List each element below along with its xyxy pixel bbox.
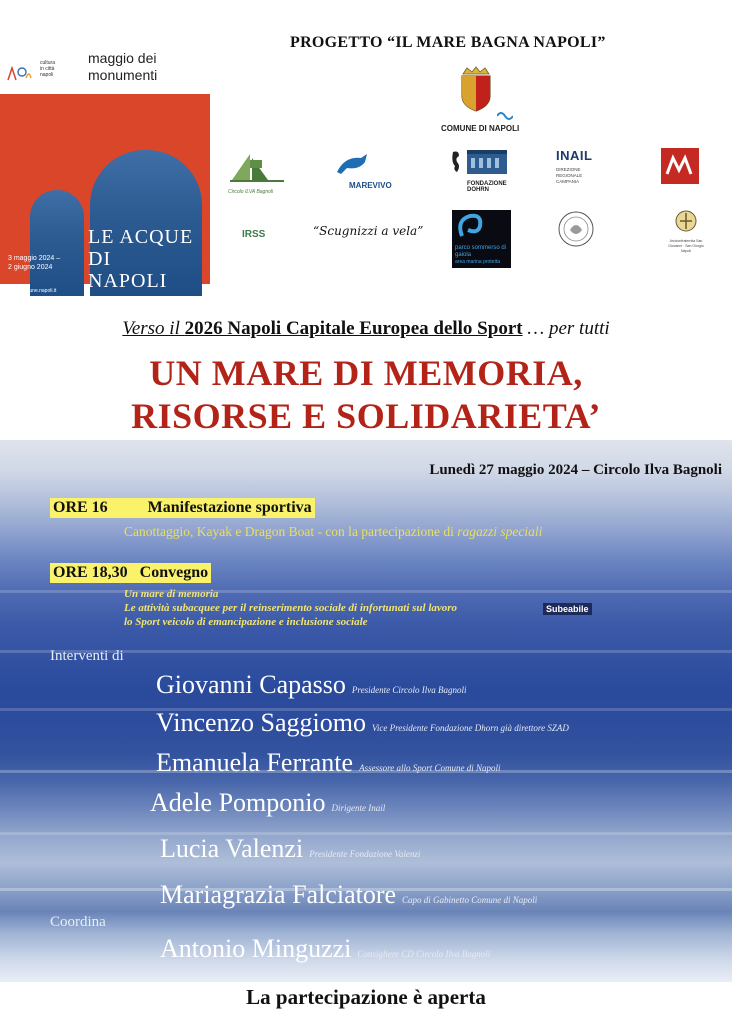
slot-16-time: ORE 16 bbox=[53, 499, 108, 516]
marevivo-logo bbox=[335, 152, 405, 190]
circolo-ilva-logo bbox=[228, 150, 288, 198]
dolphin-icon bbox=[335, 152, 369, 176]
inail-subtext: DIREZIONE REGIONALE CAMPANIA bbox=[556, 167, 583, 184]
irss-logo bbox=[242, 224, 265, 242]
slot-1830-heading bbox=[50, 563, 211, 583]
inail-logo bbox=[556, 148, 616, 198]
speaker-role: Dirigente Inail bbox=[331, 803, 386, 813]
parco-gaiola-subtext: area marina protetta bbox=[455, 259, 501, 265]
convegno-topic-3: lo Sport veicolo di emancipazione e inclusione sociale bbox=[124, 616, 368, 628]
speaker-role: Capo di Gabinetto Comune di Napoli bbox=[402, 895, 538, 905]
comune-di-napoli-label: COMUNE DI NAPOLI bbox=[441, 124, 520, 133]
arciconfraternita-text: Arciconfraternita San Giovanni · San Giorgio Napoli bbox=[668, 239, 704, 253]
convegno-topic-1: Un mare di memoria bbox=[124, 588, 219, 600]
convegno-topic-2: Le attività subacquee per il reinserimento sociale di infortunati sul lavoro bbox=[124, 602, 458, 614]
speaker-role: Assessore allo Sport Comune di Napoli bbox=[359, 763, 501, 773]
slot-16-description bbox=[124, 524, 542, 540]
speaker-row bbox=[160, 834, 420, 864]
speaker-role: Presidente Fondazione Valenzi bbox=[309, 849, 421, 859]
poster-url: www.comune.napoli.it bbox=[8, 288, 57, 294]
verso-post: … per tutti bbox=[522, 318, 610, 339]
coordinator-role: Consigliere CD Circolo Ilva Bagnoli bbox=[357, 949, 491, 959]
verso-pre: Verso il bbox=[122, 318, 185, 339]
slot-16-heading bbox=[50, 498, 315, 518]
slot-16-desc-text: Canottaggio, Kayak e Dragon Boat - con la partecipazione di bbox=[124, 524, 458, 539]
speaker-name: Lucia Valenzi bbox=[160, 834, 304, 863]
main-title-line-2: RISORSE E SOLIDARIETA’ bbox=[131, 396, 601, 436]
fondazione-dohrn-text: FONDAZIONE DOHRN bbox=[467, 181, 507, 193]
red-square-logo-icon bbox=[661, 148, 699, 184]
inail-text: INAIL bbox=[556, 148, 593, 163]
poster-mini-text: cultura in città napoli bbox=[40, 60, 56, 78]
coordinator-row bbox=[160, 934, 490, 964]
project-title: PROGETTO “IL MARE BAGNA NAPOLI” bbox=[290, 34, 606, 51]
speaker-row bbox=[150, 788, 385, 818]
coordinator-name: Antonio Minguzzi bbox=[160, 934, 352, 963]
irss-text: IRSS bbox=[242, 229, 266, 240]
marevivo-text: MAREVIVO bbox=[349, 181, 392, 190]
main-title bbox=[0, 352, 732, 438]
arciconfraternita-logo bbox=[666, 208, 706, 258]
speaker-name: Vincenzo Saggiomo bbox=[156, 708, 367, 737]
subeabile-badge: Subeabile bbox=[543, 603, 592, 615]
gaiola-wave-icon bbox=[452, 210, 511, 240]
speaker-role: Presidente Circolo Ilva Bagnoli bbox=[351, 685, 467, 695]
speaker-row bbox=[156, 708, 569, 738]
event-date-line: Lunedì 27 maggio 2024 – Circolo Ilva Bagnoli bbox=[429, 462, 722, 478]
slot-16-title: Manifestazione sportiva bbox=[147, 499, 312, 516]
speaker-row bbox=[160, 880, 537, 910]
emblem-icon bbox=[673, 208, 699, 234]
slot-1830-title: Convegno bbox=[139, 564, 209, 581]
poster-title: LE ACQUE DI NAPOLI bbox=[88, 226, 194, 292]
interventi-label: Interventi di bbox=[50, 648, 124, 664]
scugnizzi-a-vela-logo bbox=[313, 222, 423, 240]
speaker-name: Mariagrazia Falciatore bbox=[160, 880, 397, 909]
speaker-name: Adele Pomponio bbox=[150, 788, 326, 817]
poster-mini-logo-icon bbox=[6, 64, 32, 82]
footer-participation: La partecipazione è aperta bbox=[246, 985, 486, 1009]
convegno-topics bbox=[124, 587, 457, 629]
slot-1830-time: ORE 18,30 bbox=[53, 564, 128, 581]
coordina-label: Coordina bbox=[50, 914, 106, 930]
parco-gaiola-logo bbox=[452, 210, 511, 268]
napoli-coat-of-arms-icon bbox=[457, 66, 495, 112]
speaker-name: Giovanni Capasso bbox=[156, 670, 346, 699]
main-title-line-1: UN MARE DI MEMORIA, bbox=[149, 353, 583, 393]
maggio-dei-monumenti-poster bbox=[0, 38, 210, 294]
circolo-ilva-text: Circolo ILVA Bagnoli bbox=[228, 189, 274, 195]
verso-bold: 2026 Napoli Capitale Europea dello Sport bbox=[184, 318, 523, 339]
fondazione-dohrn-logo bbox=[447, 148, 511, 192]
scugnizzi-text: “Scugnizzi a vela” bbox=[313, 224, 424, 238]
speaker-row bbox=[156, 670, 466, 700]
round-seal-icon bbox=[557, 210, 595, 248]
poster-dates: 3 maggio 2024 – 2 giugno 2024 bbox=[8, 255, 61, 271]
seahorse-building-icon bbox=[447, 148, 511, 176]
poster-brand-text: maggio dei monumenti bbox=[88, 50, 158, 83]
sailboat-icon bbox=[228, 150, 288, 184]
wave-icon bbox=[497, 110, 513, 120]
verso-subtitle bbox=[0, 318, 732, 340]
slot-16-desc-italic: ragazzi speciali bbox=[457, 524, 543, 539]
speaker-role: Vice Presidente Fondazione Dhorn già direttore SZAD bbox=[372, 723, 569, 733]
speaker-name: Emanuela Ferrante bbox=[156, 748, 354, 777]
speaker-row bbox=[156, 748, 501, 778]
parco-gaiola-text: parco sommerso di gaiola bbox=[455, 245, 507, 258]
